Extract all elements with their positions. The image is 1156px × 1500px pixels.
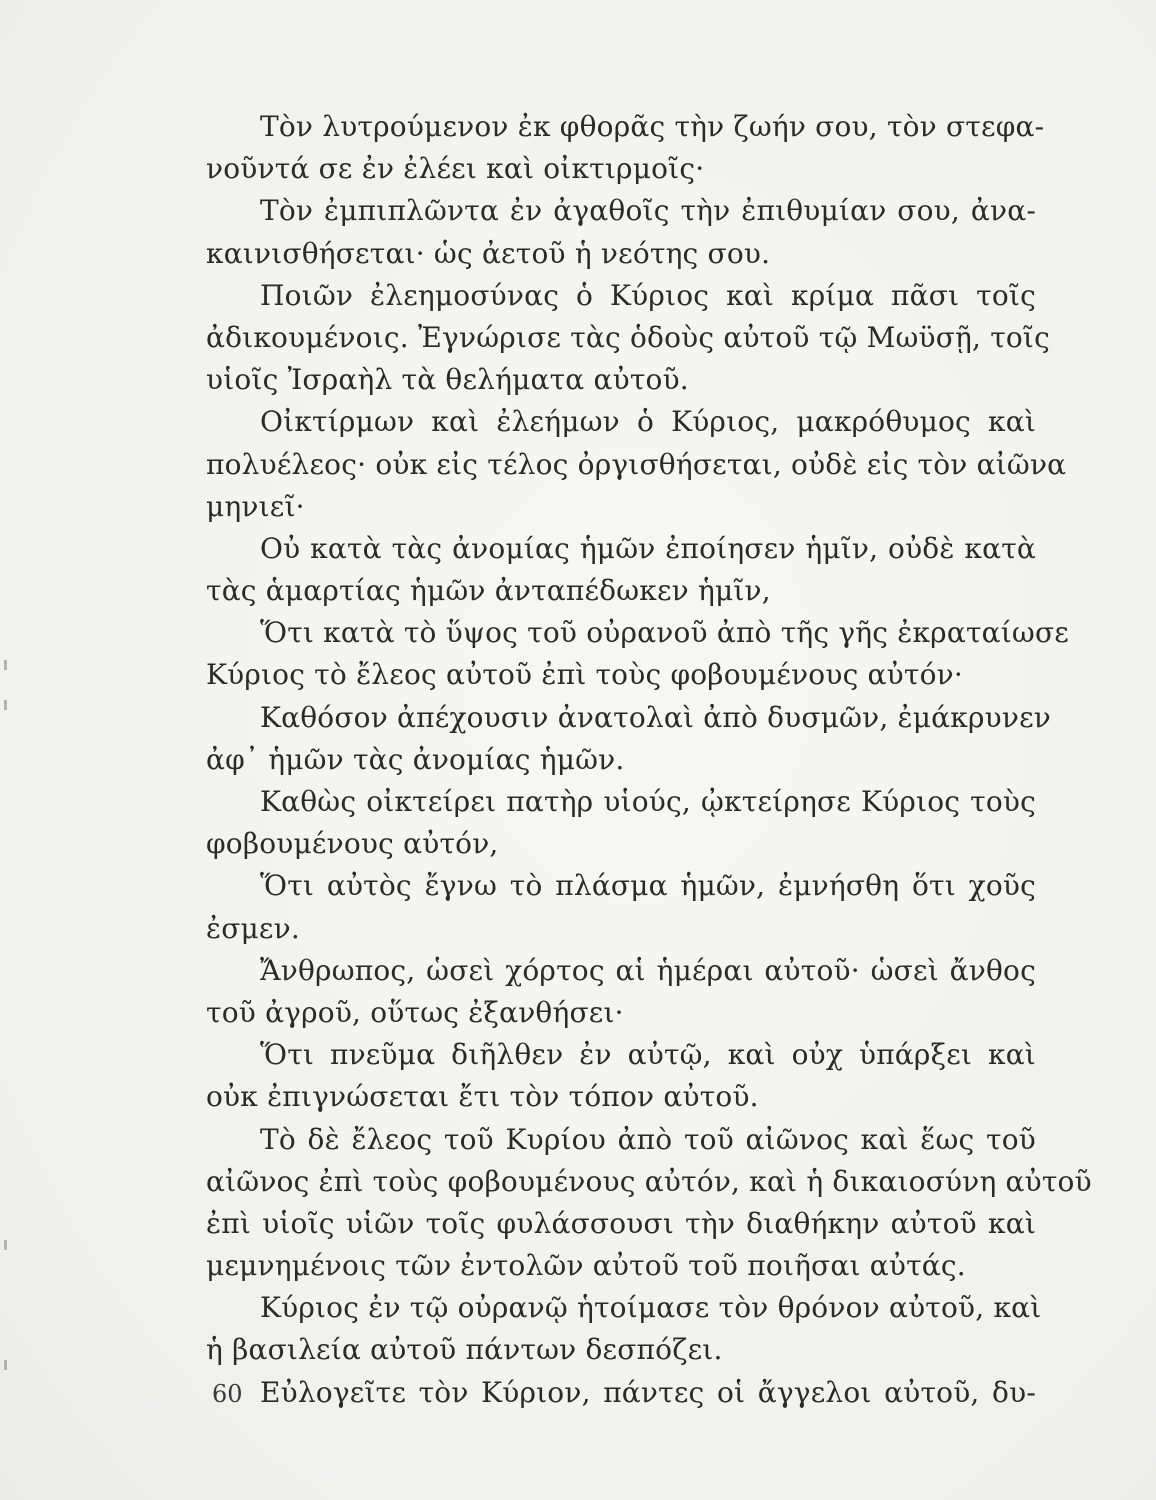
text-line: ἀφ᾽ ἡμῶν τὰς ἀνομίας ἡμῶν. (206, 742, 625, 776)
text-line: ἡ βασιλεία αὐτοῦ πάντων δεσπόζει. (206, 1333, 723, 1367)
text-line: Τὸν ἐμπιπλῶντα ἐν ἀγαθοῖς τὴν ἐπιθυμίαν σου, ἀνα- (260, 194, 1036, 228)
text-line: Ὅτι κατὰ τὸ ὕψος τοῦ οὐρανοῦ ἀπὸ τῆς γῆς ἐκραταίωσε (260, 616, 1069, 650)
text-line: τὰς ἁμαρτίας ἡμῶν ἀνταπέδωκεν ἡμῖν, (206, 574, 771, 608)
text-line: Κύριος ἐν τῷ οὐρανῷ ἡτοίμασε τὸν θρόνον αὐτοῦ, καὶ (260, 1291, 1042, 1325)
text-line: Ἄνθρωπος, ὡσεὶ χόρτος αἱ ἡμέραι αὐτοῦ· ὡσεὶ ἄνθος (260, 953, 1036, 987)
text-line: νοῦντά σε ἐν ἐλέει καὶ οἰκτιρμοῖς· (206, 152, 705, 186)
text-line: υἱοῖς Ἰσραὴλ τὰ θελήματα αὐτοῦ. (206, 363, 689, 397)
margin-mark (4, 1360, 7, 1370)
text-line: Καθόσον ἀπέχουσιν ἀνατολαὶ ἀπὸ δυσμῶν, ἐμάκρυνεν (260, 700, 1052, 734)
text-line: μεμνημένοις τῶν ἐντολῶν αὐτοῦ τοῦ ποιῆσαι αὐτάς. (206, 1249, 966, 1283)
text-line: καινισθήσεται· ὡς ἀετοῦ ἡ νεότης σου. (206, 236, 771, 270)
text-line: ἐσμεν. (206, 911, 300, 945)
text-line: Ποιῶν ἐλεημοσύνας ὁ Κύριος καὶ κρίμα πᾶσι τοῖς (260, 278, 1036, 312)
text-line: τοῦ ἀγροῦ, οὕτως ἐξανθήσει· (206, 995, 624, 1029)
text-line: ἐπὶ υἱοῖς υἱῶν τοῖς φυλάσσουσι τὴν διαθήκην αὐτοῦ καὶ (206, 1206, 1036, 1240)
text-line: αἰῶνος ἐπὶ τοὺς φοβουμένους αὐτόν, καὶ ἡ δικαιοσύνη αὐτοῦ (206, 1164, 1092, 1198)
margin-mark (4, 700, 7, 710)
psalm-text (206, 106, 1092, 1414)
margin-mark (4, 1240, 7, 1250)
text-line: Εὐλογεῖτε τὸν Κύριον, πάντες οἱ ἄγγελοι αὐτοῦ, δυ- (260, 1375, 1036, 1409)
text-line: Τὸ δὲ ἔλεος τοῦ Κυρίου ἀπὸ τοῦ αἰῶνος καὶ ἕως τοῦ (260, 1122, 1036, 1156)
text-line: Καθὼς οἰκτείρει πατὴρ υἱούς, ᾠκτείρησε Κύριος τοὺς (260, 785, 1036, 818)
margin-mark (4, 660, 7, 670)
text-line: οὐκ ἐπιγνώσεται ἔτι τὸν τόπον αὐτοῦ. (206, 1080, 759, 1114)
text-line: Ὅτι αὐτὸς ἔγνω τὸ πλάσμα ἡμῶν, ἐμνήσθη ὅτι χοῦς (260, 869, 1036, 903)
binding-edge (0, 640, 14, 1440)
text-line: πολυέλεος· οὐκ εἰς τέλος ὀργισθήσεται, οὐδὲ εἰς τὸν αἰῶνα (206, 447, 1067, 481)
text-line: ἀδικουμένοις. Ἐγνώρισε τὰς ὁδοὺς αὐτοῦ τῷ Μωϋσῇ, τοῖς (206, 320, 1050, 354)
text-line: φοβουμένους αὐτόν, (206, 827, 499, 861)
text-line: Τὸν λυτρούμενον ἐκ φθορᾶς τὴν ζωήν σου, τὸν στεφα- (260, 110, 1045, 143)
text-line: Κύριος τὸ ἔλεος αὐτοῦ ἐπὶ τοὺς φοβουμένους αὐτόν· (206, 658, 963, 692)
page-number: 60 (212, 1380, 243, 1408)
text-line: μηνιεῖ· (206, 489, 305, 523)
text-line: Ὅτι πνεῦμα διῆλθεν ἐν αὐτῷ, καὶ οὐχ ὑπάρξει καὶ (260, 1038, 1036, 1072)
text-line: Οἰκτίρμων καὶ ἐλεήμων ὁ Κύριος, μακρόθυμος καὶ (260, 405, 1036, 439)
text-line: Οὐ κατὰ τὰς ἀνομίας ἡμῶν ἐποίησεν ἡμῖν, οὐδὲ κατὰ (260, 531, 1036, 565)
